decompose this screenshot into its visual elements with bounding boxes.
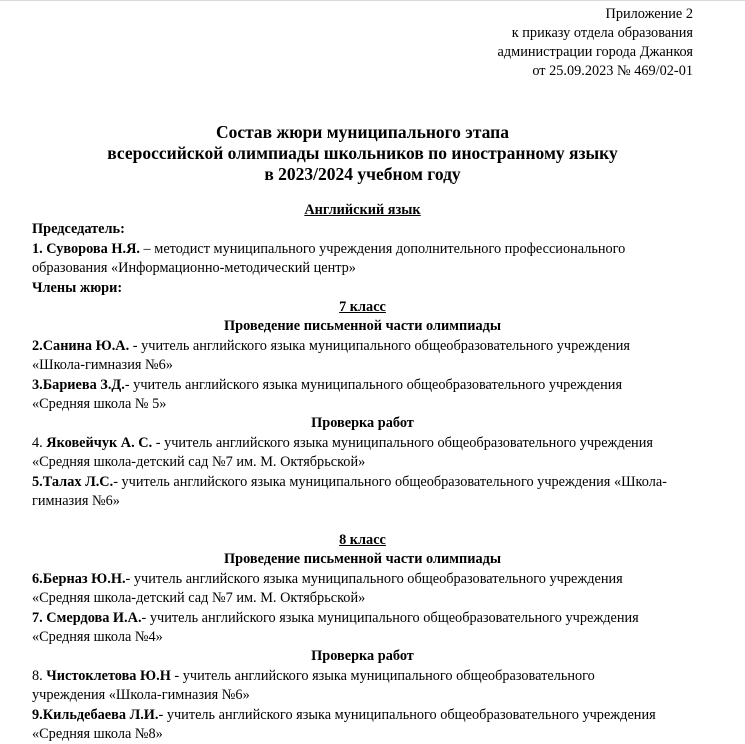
member-role: - учитель английского языка муниципального общеобразовательного учреждения [124, 376, 623, 393]
member-entry [32, 609, 693, 648]
document-page [32, 5, 693, 744]
member-entry [32, 570, 693, 609]
entry-line: «Средняя школа № 5» [32, 396, 167, 413]
member-entry [32, 667, 693, 706]
member-role: - учитель английского языка муниципального общеобразовательного учреждения [152, 434, 653, 451]
blank-line [32, 512, 693, 531]
member-name: 2.Санина Ю.А. [32, 337, 130, 354]
written-part-heading: Проведение письменной части олимпиады [224, 551, 501, 568]
entry-line: «Средняя школа №4» [32, 628, 163, 645]
member-name: 6.Берназ Ю.Н. [32, 570, 126, 587]
entry-line: «Средняя школа-детский сад №7 им. М. Октябрьской» [32, 590, 366, 607]
appendix-line: от 25.09.2023 № 469/02-01 [532, 63, 693, 79]
document-title [32, 122, 693, 185]
entry-line [32, 570, 693, 589]
title-line: в 2023/2024 учебном году [264, 164, 461, 184]
check-heading: Проверка работ [311, 415, 414, 432]
member-role: - учитель английского языка муниципального общеобразовательного учреждения [125, 570, 623, 587]
entry-line: «Средняя школа №8» [32, 725, 163, 742]
member-name: Чистоклетова Ю.Н [46, 667, 171, 684]
appendix-line: администрации города Джанкоя [497, 44, 693, 60]
member-role: - учитель английского языка муниципального общеобразовательного учреждения «Школа- [113, 473, 667, 490]
member-name: Яковейчук А. С. [46, 434, 153, 451]
member-entry [32, 473, 693, 512]
entry-line: учреждения «Школа-гимназия №6» [32, 687, 250, 704]
entry-line [32, 434, 693, 453]
check-heading: Проверка работ [311, 648, 414, 665]
appendix-line: Приложение 2 [605, 6, 693, 22]
chair-entry [32, 240, 693, 279]
member-role: – методист муниципального учреждения дополнительного профессионального [139, 240, 626, 257]
section-heading-language: Английский язык [304, 202, 421, 218]
entry-line [32, 667, 693, 686]
entry-line: «Средняя школа-детский сад №7 им. М. Октябрьской» [32, 454, 366, 471]
entry-line: гимназия №6» [32, 493, 120, 510]
member-role: - учитель английского языка муниципального общеобразовательного учреждения [158, 706, 656, 723]
member-name: 1. Суворова Н.Я. [32, 240, 140, 257]
appendix-line: к приказу отдела образования [511, 25, 693, 41]
entry-line [32, 240, 693, 259]
grade-section [32, 531, 693, 744]
member-entry [32, 706, 693, 744]
entry-line [32, 376, 693, 395]
entry-line [32, 337, 693, 356]
entry-line [32, 473, 693, 492]
title-line: всероссийской олимпиады школьников по иностранному языку [107, 143, 618, 163]
member-name: 5.Талах Л.С. [32, 473, 114, 490]
grade-section [32, 298, 693, 511]
members-label: Члены жюри: [32, 279, 123, 296]
entry-line [32, 706, 693, 725]
member-entry [32, 434, 693, 473]
member-entry [32, 376, 693, 415]
member-number: 8. [32, 667, 47, 684]
chair-label: Председатель: [32, 221, 125, 238]
written-part-heading: Проведение письменной части олимпиады [224, 318, 501, 335]
document-body [32, 201, 693, 744]
entry-line: «Школа-гимназия №6» [32, 357, 173, 374]
grade-heading: 8 класс [339, 531, 386, 548]
member-name: 3.Бариева З.Д. [32, 376, 125, 393]
member-role: - учитель английского языка муниципального общеобразовательного учреждения [129, 337, 630, 354]
entry-line [32, 609, 693, 628]
appendix-block [32, 5, 693, 81]
member-entry [32, 337, 693, 376]
entry-line: образования «Информационно-методический центр» [32, 260, 356, 277]
member-name: 9.Кильдебаева Л.И. [32, 706, 159, 723]
member-role: - учитель английского языка муниципального общеобразовательного учреждения [141, 609, 639, 626]
title-line: Состав жюри муниципального этапа [215, 122, 510, 142]
member-name: 7. Смердова И.А. [32, 609, 142, 626]
member-number: 4. [32, 434, 47, 451]
top-border [0, 0, 745, 1]
member-role: - учитель английского языка муниципального общеобразовательного [170, 667, 595, 684]
grade-heading: 7 класс [339, 299, 386, 316]
